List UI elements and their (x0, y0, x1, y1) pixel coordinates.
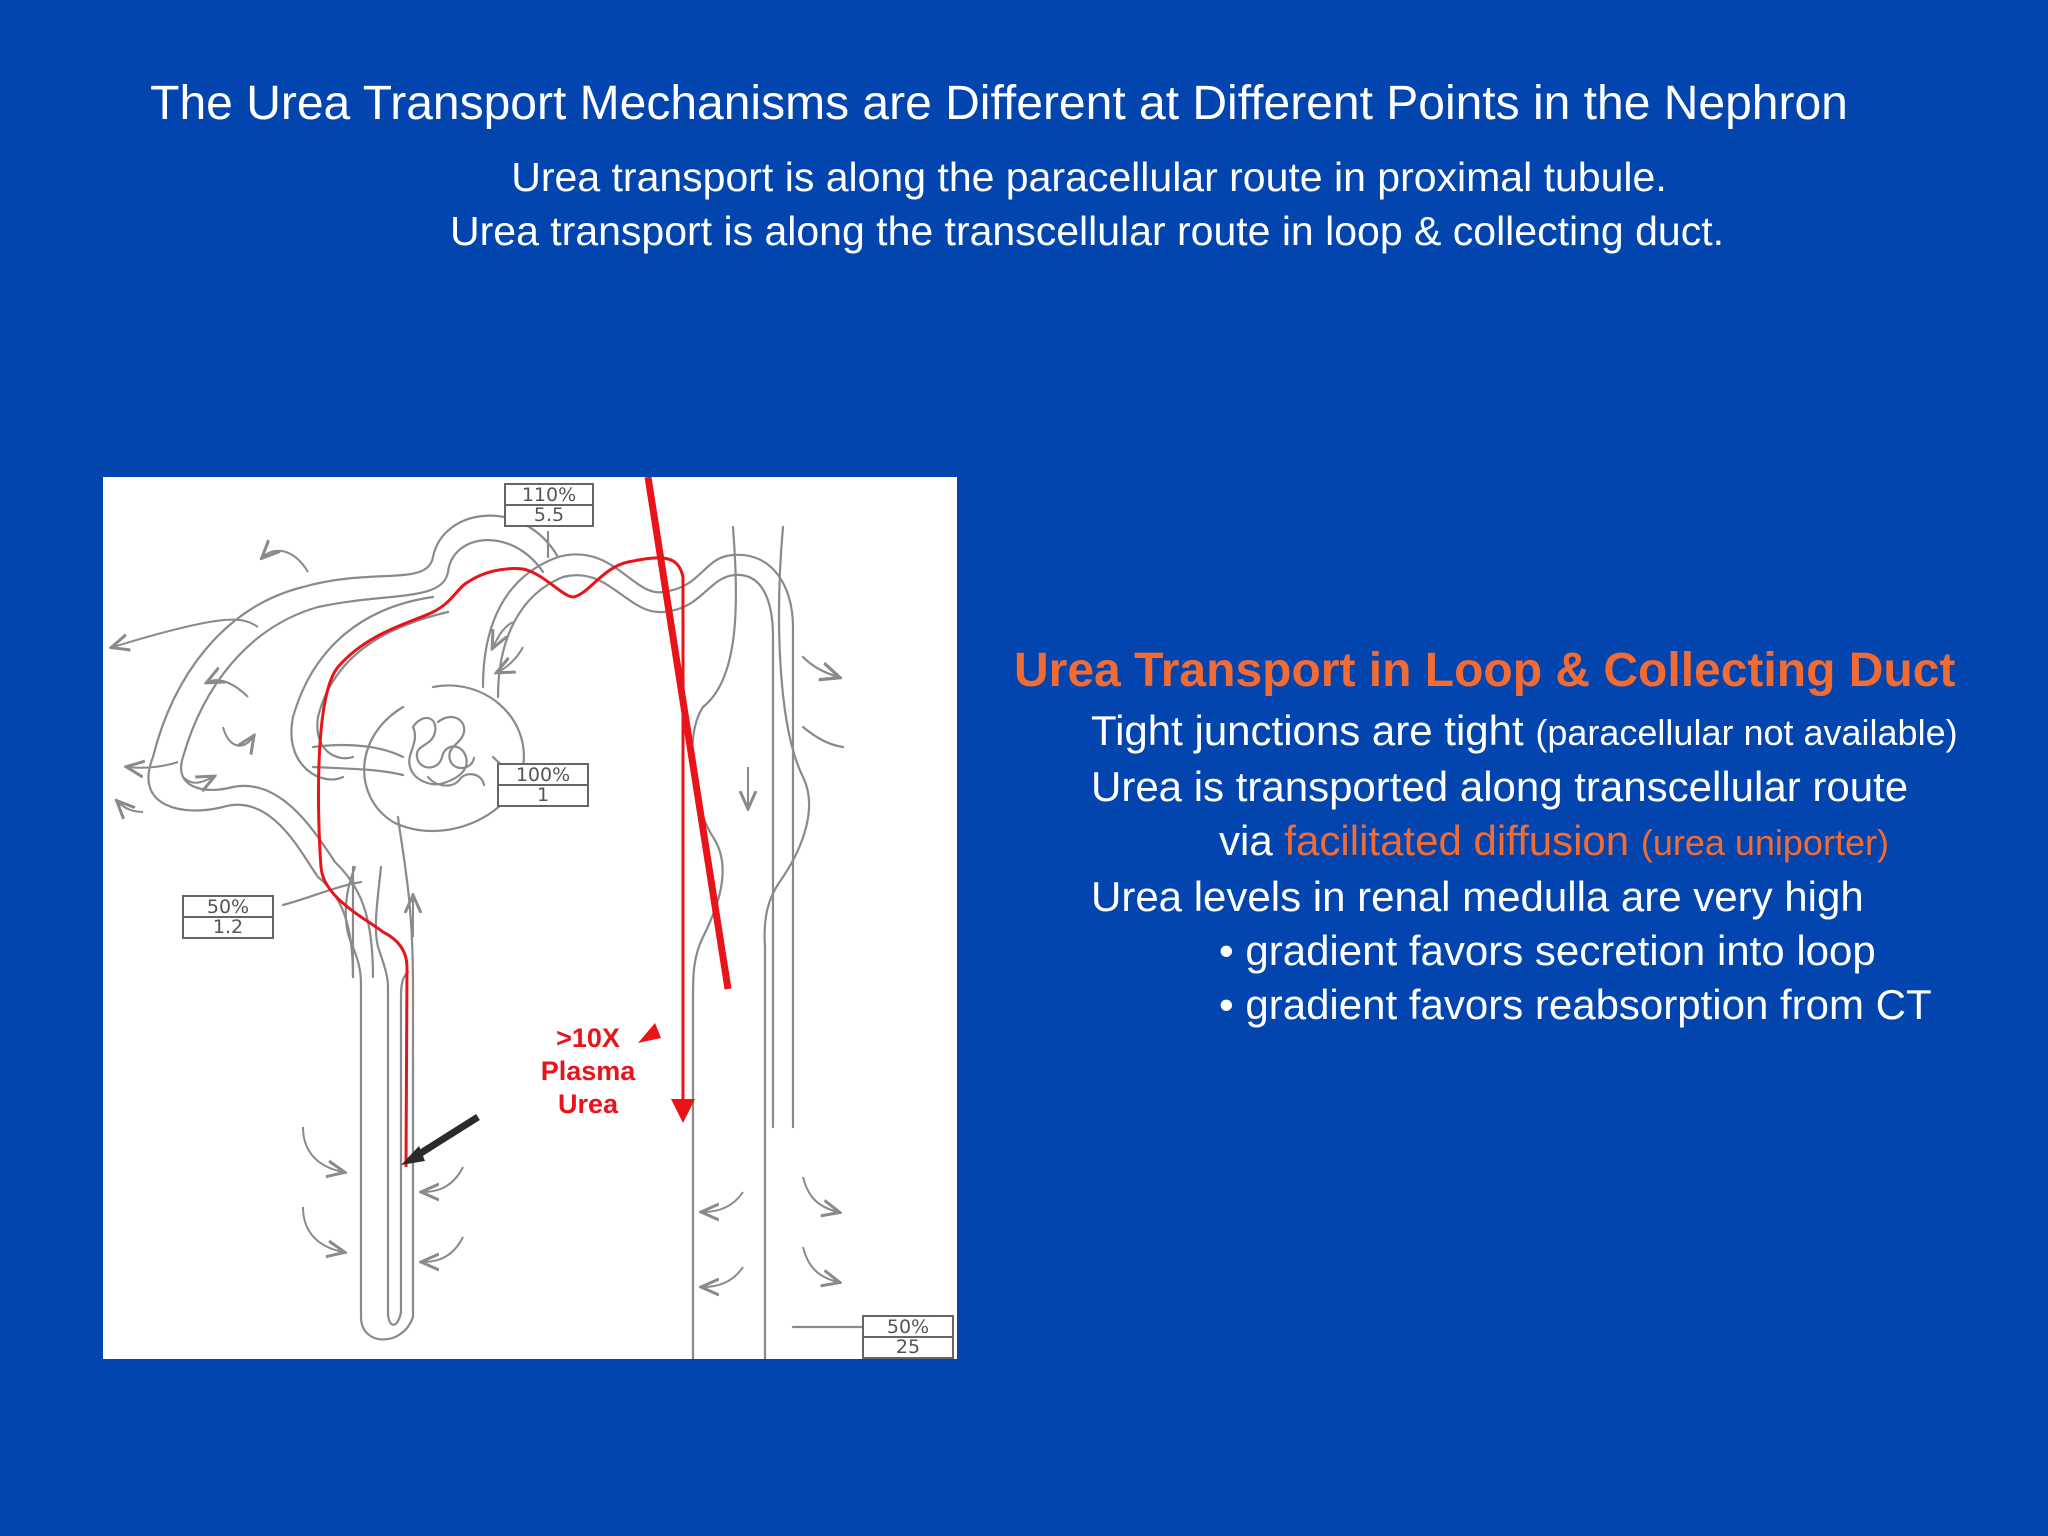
label-top-value: 5.5 (533, 504, 565, 526)
levels-line: Urea levels in renal medulla are very high (1091, 873, 1864, 920)
plasma-urea-annotation (503, 1022, 673, 1121)
label-duct-percent: 50% (886, 1316, 930, 1338)
text-panel (1014, 638, 2048, 1032)
label-glomerulus (498, 765, 588, 805)
label-duct (863, 1317, 953, 1357)
label-top (505, 485, 593, 525)
panel-heading: Urea Transport in Loop & Collecting Duct (1014, 644, 1956, 697)
label-loop-value: 1.2 (212, 916, 244, 938)
tight-junctions-line (1014, 704, 2048, 760)
red-secretion-arrow (648, 477, 728, 989)
annotation-line-2: Plasma (540, 1056, 636, 1086)
slide-title-text: The Urea Transport Mechanisms are Different at Different Points in the Nephron (150, 77, 1848, 130)
transcellular-line: Urea is transported along transcellular route (1091, 763, 1909, 810)
subtitle-line-2 (0, 204, 2048, 258)
subtitle-line-1-text: Urea transport is along the paracellular route in proximal tubule. (511, 154, 1667, 200)
bullet-reabsorption: • gradient favors reabsorption from CT (1219, 981, 1932, 1028)
label-boxes (183, 484, 953, 1358)
facilitated-text: facilitated diffusion (1284, 817, 1630, 864)
label-loop (183, 897, 273, 937)
via-text: via (1219, 817, 1273, 864)
label-duct-value: 25 (895, 1336, 921, 1358)
annotation-line-3: Urea (557, 1089, 619, 1119)
label-loop-percent: 50% (206, 896, 250, 918)
label-glomerulus-value: 1 (536, 784, 550, 806)
label-top-percent: 110% (521, 484, 577, 506)
bullet-secretion: • gradient favors secretion into loop (1219, 927, 1876, 974)
tight-junctions-text: Tight junctions are tight (1091, 707, 1524, 754)
tight-junctions-note: (paracellular not available) (1535, 712, 1958, 753)
subtitle-line-2-text: Urea transport is along the transcellular route in loop & collecting duct. (450, 208, 1724, 254)
slide-title (0, 74, 2048, 134)
nephron-diagram (103, 477, 957, 1359)
facilitated-line (1014, 814, 2048, 870)
uniporter-text: (urea uniporter) (1640, 822, 1889, 863)
dark-reabsorption-arrow (413, 1117, 478, 1158)
subtitle-line-1 (0, 150, 2048, 204)
label-glomerulus-percent: 100% (515, 764, 571, 786)
annotation-line-1: >10X (556, 1023, 620, 1053)
